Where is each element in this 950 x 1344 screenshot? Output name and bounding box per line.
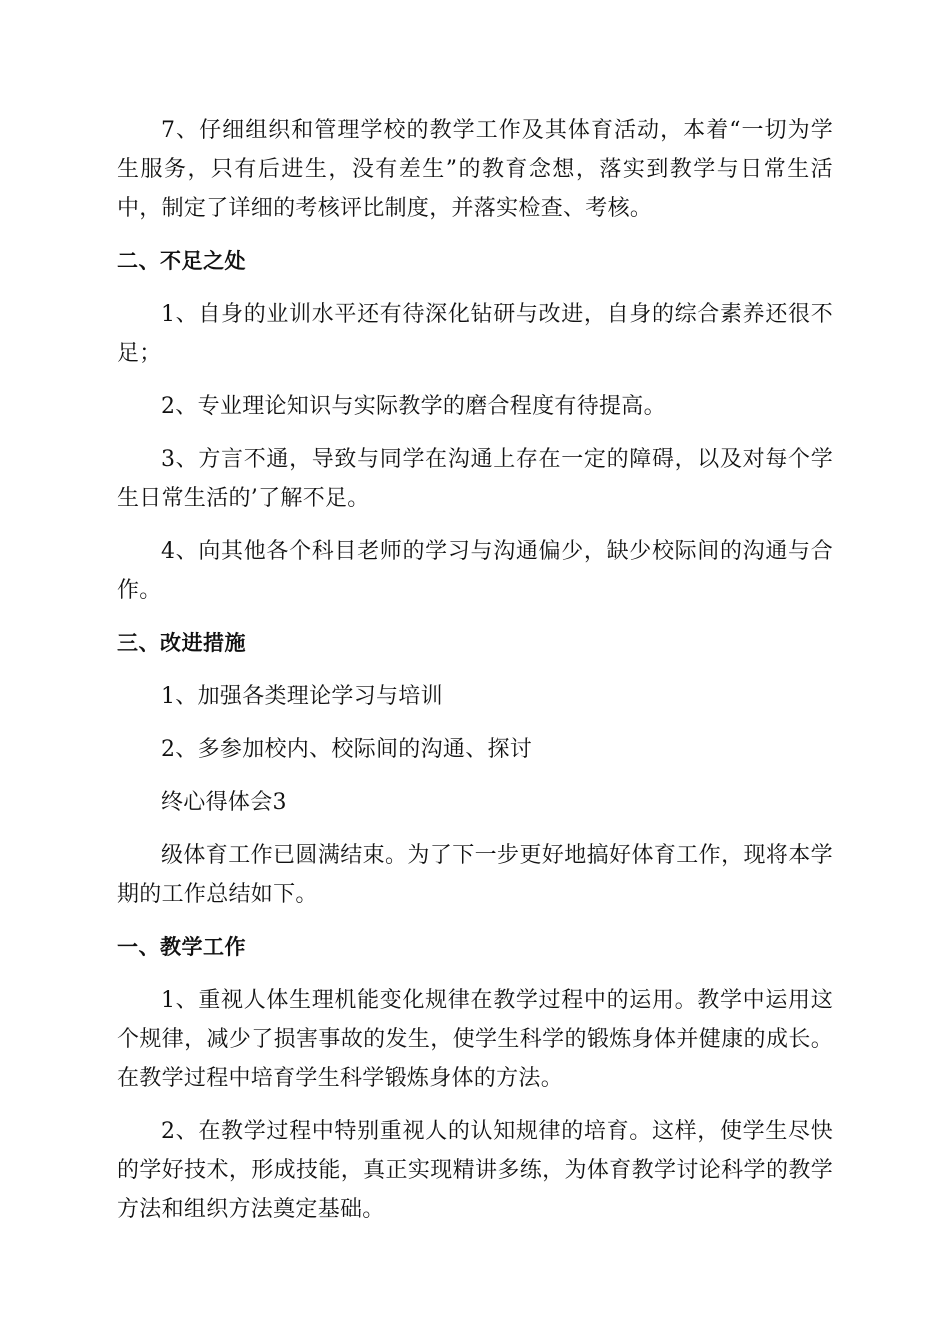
shortcoming-item-4: 4、向其他各个科目老师的学习与沟通偏少，缺少校际间的沟通与合作。 (117, 539, 833, 603)
section-heading-teaching-work: 一、教学工作 (117, 935, 246, 959)
teaching-item-1: 1、重视人体生理机能变化规律在教学过程中的运用。教学中运用这个规律，减少了损害事故的发生，使学生科学的锻炼身体并健康的成长。在教学过程中培育学生科学锻炼身体的方法。 (117, 988, 833, 1091)
article-subtitle: 终心得体会3 (161, 790, 287, 815)
document-body (117, 111, 833, 1229)
improvement-item-2: 2、多参加校内、校际间的沟通、探讨 (161, 737, 533, 762)
shortcoming-item-3: 3、方言不通，导致与同学在沟通上存在一定的障碍，以及对每个学生日常生活的’了解不足。 (117, 447, 833, 511)
paragraph-item-7: 7、仔细组织和管理学校的教学工作及其体育活动，本着“一切为学生服务，只有后进生，没有差生”的教育念想，落实到教学与日常生活中，制定了详细的考核评比制度，并落实检查、考核。 (117, 118, 833, 221)
shortcoming-item-2: 2、专业理论知识与实际教学的磨合程度有待提高。 (161, 394, 666, 419)
intro-paragraph: 级体育工作已圆满结束。为了下一步更好地搞好体育工作，现将本学期的工作总结如下。 (117, 843, 833, 907)
shortcoming-item-1: 1、自身的业训水平还有待深化钻研与改进，自身的综合素养还很不足； (117, 302, 833, 366)
teaching-item-2: 2、在教学过程中特别重视人的认知规律的培育。这样，使学生尽快的学好技术，形成技能，真正实现精讲多练，为体育教学讨论科学的教学方法和组织方法奠定基础。 (117, 1119, 833, 1222)
section-heading-shortcomings: 二、不足之处 (117, 249, 246, 273)
section-heading-improvements: 三、改进措施 (117, 631, 246, 655)
improvement-item-1: 1、加强各类理论学习与培训 (161, 684, 443, 709)
